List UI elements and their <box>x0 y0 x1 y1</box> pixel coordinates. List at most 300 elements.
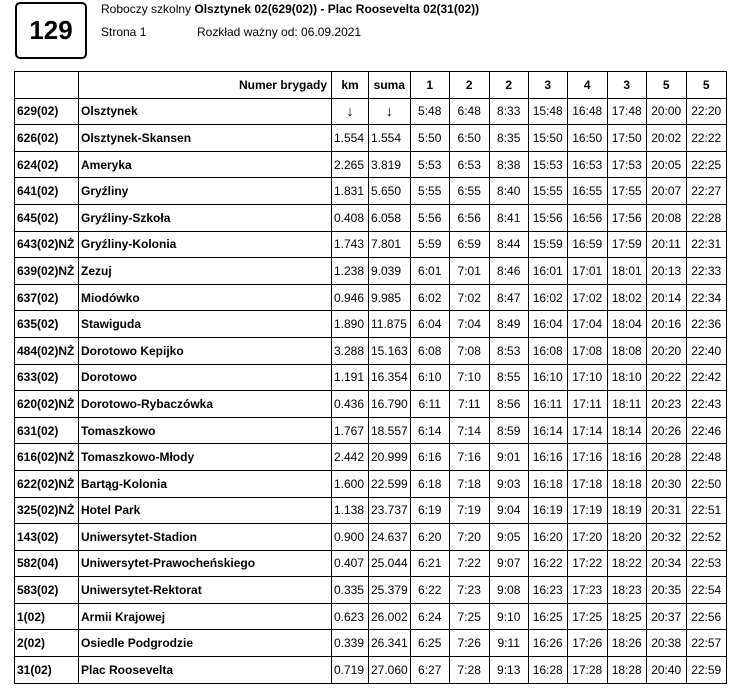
departure-time: 16:25 <box>528 603 567 630</box>
departure-time: 7:25 <box>449 603 489 630</box>
departure-time: 22:50 <box>686 470 726 497</box>
departure-time: 7:11 <box>449 391 489 418</box>
cumulative-km: 22.599 <box>369 470 411 497</box>
stop-name: Dorotowo Kepijko <box>79 337 332 364</box>
departure-time: 18:26 <box>607 630 646 657</box>
departure-time: 16:56 <box>567 204 607 231</box>
departure-time: 8:40 <box>489 178 528 205</box>
departure-time: 22:36 <box>686 311 726 338</box>
departure-time: 16:01 <box>528 258 567 285</box>
down-arrow-icon: ↓ <box>332 98 369 125</box>
departure-time: 16:55 <box>567 178 607 205</box>
segment-km: 3.288 <box>332 337 369 364</box>
departure-time: 20:16 <box>646 311 686 338</box>
departure-time: 5:59 <box>410 231 449 258</box>
segment-km: 0.335 <box>332 577 369 604</box>
stop-code: 2(02) <box>15 630 79 657</box>
route-number-box <box>15 2 87 59</box>
departure-time: 20:23 <box>646 391 686 418</box>
cumulative-km: 16.790 <box>369 391 411 418</box>
departure-time: 9:05 <box>489 524 528 551</box>
route-type: Roboczy szkolny <box>101 2 195 16</box>
departure-time: 18:25 <box>607 603 646 630</box>
departure-time: 17:26 <box>567 630 607 657</box>
departure-time: 16:26 <box>528 630 567 657</box>
stop-name: Dorotowo <box>79 364 332 391</box>
cumulative-km: 15.163 <box>369 337 411 364</box>
departure-time: 7:10 <box>449 364 489 391</box>
stop-name: Osiedle Podgrodzie <box>79 630 332 657</box>
stop-row <box>15 550 727 577</box>
stop-name: Stawiguda <box>79 311 332 338</box>
brigade-number: 1 <box>410 72 449 99</box>
stop-row <box>15 204 727 231</box>
stop-row <box>15 231 727 258</box>
stop-code: 645(02) <box>15 204 79 231</box>
departure-time: 8:56 <box>489 391 528 418</box>
departure-time: 17:22 <box>567 550 607 577</box>
departure-time: 20:26 <box>646 417 686 444</box>
stop-code: 629(02) <box>15 98 79 125</box>
departure-time: 18:16 <box>607 444 646 471</box>
departure-time: 16:08 <box>528 337 567 364</box>
departure-time: 16:28 <box>528 657 567 684</box>
cumulative-km: 11.875 <box>369 311 411 338</box>
segment-km: 2.442 <box>332 444 369 471</box>
stop-name: Ameryka <box>79 151 332 178</box>
departure-time: 8:35 <box>489 125 528 152</box>
header-empty-cell <box>15 72 79 99</box>
cumulative-km: 18.557 <box>369 417 411 444</box>
stop-row <box>15 125 727 152</box>
departure-time: 22:31 <box>686 231 726 258</box>
departure-time: 6:50 <box>449 125 489 152</box>
departure-time: 8:44 <box>489 231 528 258</box>
departure-time: 22:51 <box>686 497 726 524</box>
segment-km: 1.743 <box>332 231 369 258</box>
departure-time: 20:40 <box>646 657 686 684</box>
stop-name: Hotel Park <box>79 497 332 524</box>
departure-time: 22:27 <box>686 178 726 205</box>
stop-row <box>15 178 727 205</box>
departure-time: 18:04 <box>607 311 646 338</box>
stop-row <box>15 98 727 125</box>
departure-time: 16:59 <box>567 231 607 258</box>
departure-time: 17:25 <box>567 603 607 630</box>
route-title: Olsztynek 02(629(02)) - Plac Roosevelta 02(31(02)) <box>194 2 480 16</box>
segment-km: 0.719 <box>332 657 369 684</box>
departure-time: 17:08 <box>567 337 607 364</box>
departure-time: 17:14 <box>567 417 607 444</box>
brigade-header-label: Numer brygady <box>79 72 332 99</box>
cumulative-km: 26.002 <box>369 603 411 630</box>
departure-time: 20:30 <box>646 470 686 497</box>
segment-km: 0.623 <box>332 603 369 630</box>
departure-time: 20:14 <box>646 284 686 311</box>
departure-time: 7:20 <box>449 524 489 551</box>
departure-time: 16:02 <box>528 284 567 311</box>
departure-time: 16:19 <box>528 497 567 524</box>
valid-from: Rozkład ważny od: 06.09.2021 <box>197 25 362 39</box>
departure-time: 18:08 <box>607 337 646 364</box>
stop-row <box>15 364 727 391</box>
departure-time: 6:53 <box>449 151 489 178</box>
stop-name: Tomaszkowo-Młody <box>79 444 332 471</box>
departure-time: 18:02 <box>607 284 646 311</box>
km-header: km <box>332 72 369 99</box>
stop-row <box>15 258 727 285</box>
departure-time: 16:10 <box>528 364 567 391</box>
stop-code: 624(02) <box>15 151 79 178</box>
segment-km: 1.600 <box>332 470 369 497</box>
departure-time: 7:23 <box>449 577 489 604</box>
cumulative-km: 9.039 <box>369 258 411 285</box>
departure-time: 20:13 <box>646 258 686 285</box>
departure-time: 17:56 <box>607 204 646 231</box>
departure-time: 20:32 <box>646 524 686 551</box>
stop-name: Miodówko <box>79 284 332 311</box>
departure-time: 18:01 <box>607 258 646 285</box>
departure-time: 6:56 <box>449 204 489 231</box>
departure-time: 20:28 <box>646 444 686 471</box>
departure-time: 9:01 <box>489 444 528 471</box>
departure-time: 20:35 <box>646 577 686 604</box>
stop-row <box>15 524 727 551</box>
departure-time: 22:52 <box>686 524 726 551</box>
departure-time: 15:53 <box>528 151 567 178</box>
departure-time: 6:11 <box>410 391 449 418</box>
brigade-number: 3 <box>528 72 567 99</box>
departure-time: 9:11 <box>489 630 528 657</box>
departure-time: 18:18 <box>607 470 646 497</box>
departure-time: 17:48 <box>607 98 646 125</box>
stop-name: Gryźliny-Szkoła <box>79 204 332 231</box>
departure-time: 6:20 <box>410 524 449 551</box>
segment-km: 1.767 <box>332 417 369 444</box>
stop-name: Plac Roosevelta <box>79 657 332 684</box>
departure-time: 9:08 <box>489 577 528 604</box>
departure-time: 16:53 <box>567 151 607 178</box>
departure-time: 8:55 <box>489 364 528 391</box>
departure-time: 9:03 <box>489 470 528 497</box>
stop-name: Uniwersytet-Rektorat <box>79 577 332 604</box>
brigade-number: 2 <box>449 72 489 99</box>
departure-time: 22:20 <box>686 98 726 125</box>
cumulative-km: 25.379 <box>369 577 411 604</box>
departure-time: 17:23 <box>567 577 607 604</box>
stop-code: 637(02) <box>15 284 79 311</box>
departure-time: 17:59 <box>607 231 646 258</box>
stop-row <box>15 470 727 497</box>
departure-time: 16:22 <box>528 550 567 577</box>
departure-time: 17:18 <box>567 470 607 497</box>
stop-code: 635(02) <box>15 311 79 338</box>
departure-time: 20:34 <box>646 550 686 577</box>
departure-time: 18:14 <box>607 417 646 444</box>
departure-time: 8:41 <box>489 204 528 231</box>
cumulative-km: 26.341 <box>369 630 411 657</box>
segment-km: 1.238 <box>332 258 369 285</box>
departure-time: 15:50 <box>528 125 567 152</box>
stop-row <box>15 577 727 604</box>
segment-km: 2.265 <box>332 151 369 178</box>
departure-time: 16:48 <box>567 98 607 125</box>
stop-code: 622(02)NŻ <box>15 470 79 497</box>
departure-time: 9:10 <box>489 603 528 630</box>
cumulative-km: 6.058 <box>369 204 411 231</box>
stop-row <box>15 603 727 630</box>
departure-time: 6:16 <box>410 444 449 471</box>
departure-time: 6:04 <box>410 311 449 338</box>
segment-km: 0.339 <box>332 630 369 657</box>
departure-time: 16:18 <box>528 470 567 497</box>
stop-code: 1(02) <box>15 603 79 630</box>
departure-time: 7:04 <box>449 311 489 338</box>
stop-name: Gryźliny-Kolonia <box>79 231 332 258</box>
departure-time: 22:46 <box>686 417 726 444</box>
departure-time: 6:27 <box>410 657 449 684</box>
cumulative-km: 20.999 <box>369 444 411 471</box>
departure-time: 17:01 <box>567 258 607 285</box>
brigade-number: 3 <box>607 72 646 99</box>
departure-time: 6:10 <box>410 364 449 391</box>
timetable <box>14 71 727 684</box>
stop-code: 639(02)NŻ <box>15 258 79 285</box>
segment-km: 1.191 <box>332 364 369 391</box>
departure-time: 6:24 <box>410 603 449 630</box>
stop-row <box>15 391 727 418</box>
departure-time: 8:59 <box>489 417 528 444</box>
departure-time: 20:05 <box>646 151 686 178</box>
departure-time: 20:38 <box>646 630 686 657</box>
page-label: Strona 1 <box>101 25 147 39</box>
stop-row <box>15 151 727 178</box>
segment-km: 0.900 <box>332 524 369 551</box>
departure-time: 8:53 <box>489 337 528 364</box>
departure-time: 22:22 <box>686 125 726 152</box>
departure-time: 16:20 <box>528 524 567 551</box>
departure-time: 8:38 <box>489 151 528 178</box>
departure-time: 7:22 <box>449 550 489 577</box>
departure-time: 17:55 <box>607 178 646 205</box>
segment-km: 1.890 <box>332 311 369 338</box>
cumulative-km: 3.819 <box>369 151 411 178</box>
departure-time: 18:20 <box>607 524 646 551</box>
departure-time: 18:28 <box>607 657 646 684</box>
departure-time: 6:14 <box>410 417 449 444</box>
departure-time: 15:56 <box>528 204 567 231</box>
stop-code: 325(02)NŻ <box>15 497 79 524</box>
departure-time: 8:47 <box>489 284 528 311</box>
departure-time: 6:02 <box>410 284 449 311</box>
segment-km: 1.554 <box>332 125 369 152</box>
departure-time: 17:20 <box>567 524 607 551</box>
departure-time: 7:14 <box>449 417 489 444</box>
stop-row <box>15 311 727 338</box>
segment-km: 0.407 <box>332 550 369 577</box>
departure-time: 16:04 <box>528 311 567 338</box>
departure-time: 9:04 <box>489 497 528 524</box>
stop-row <box>15 417 727 444</box>
departure-time: 20:31 <box>646 497 686 524</box>
departure-time: 22:57 <box>686 630 726 657</box>
stop-code: 620(02)NŻ <box>15 391 79 418</box>
departure-time: 20:11 <box>646 231 686 258</box>
departure-time: 6:25 <box>410 630 449 657</box>
brigade-number: 2 <box>489 72 528 99</box>
stop-code: 643(02)NŻ <box>15 231 79 258</box>
departure-time: 17:10 <box>567 364 607 391</box>
departure-time: 22:42 <box>686 364 726 391</box>
brigade-number: 5 <box>686 72 726 99</box>
cumulative-km: 5.650 <box>369 178 411 205</box>
departure-time: 22:28 <box>686 204 726 231</box>
departure-time: 22:40 <box>686 337 726 364</box>
departure-time: 18:11 <box>607 391 646 418</box>
down-arrow-icon: ↓ <box>369 98 411 125</box>
departure-time: 17:11 <box>567 391 607 418</box>
departure-time: 7:26 <box>449 630 489 657</box>
departure-time: 6:21 <box>410 550 449 577</box>
departure-time: 5:56 <box>410 204 449 231</box>
stop-code: 583(02) <box>15 577 79 604</box>
brigade-number: 5 <box>646 72 686 99</box>
departure-time: 18:23 <box>607 577 646 604</box>
departure-time: 6:01 <box>410 258 449 285</box>
departure-time: 6:55 <box>449 178 489 205</box>
route-number: 129 <box>29 15 73 45</box>
departure-time: 6:59 <box>449 231 489 258</box>
cumulative-km: 7.801 <box>369 231 411 258</box>
segment-km: 0.946 <box>332 284 369 311</box>
stop-row <box>15 657 727 684</box>
stop-row <box>15 497 727 524</box>
departure-time: 15:55 <box>528 178 567 205</box>
departure-time: 6:08 <box>410 337 449 364</box>
stop-name: Armii Krajowej <box>79 603 332 630</box>
departure-time: 7:08 <box>449 337 489 364</box>
departure-time: 20:08 <box>646 204 686 231</box>
departure-time: 17:50 <box>607 125 646 152</box>
departure-time: 17:28 <box>567 657 607 684</box>
departure-time: 17:02 <box>567 284 607 311</box>
departure-time: 17:53 <box>607 151 646 178</box>
stop-code: 633(02) <box>15 364 79 391</box>
departure-time: 22:56 <box>686 603 726 630</box>
departure-time: 7:19 <box>449 497 489 524</box>
stop-code: 484(02)NŻ <box>15 337 79 364</box>
stop-name: Bartąg-Kolonia <box>79 470 332 497</box>
departure-time: 18:19 <box>607 497 646 524</box>
departure-time: 17:16 <box>567 444 607 471</box>
departure-time: 22:53 <box>686 550 726 577</box>
departure-time: 6:48 <box>449 98 489 125</box>
stop-code: 631(02) <box>15 417 79 444</box>
stop-code: 616(02)NŻ <box>15 444 79 471</box>
segment-km: 0.436 <box>332 391 369 418</box>
stop-name: Olsztynek <box>79 98 332 125</box>
stop-code: 582(04) <box>15 550 79 577</box>
departure-time: 22:34 <box>686 284 726 311</box>
departure-time: 18:10 <box>607 364 646 391</box>
segment-km: 0.408 <box>332 204 369 231</box>
sum-header: suma <box>369 72 411 99</box>
departure-time: 22:25 <box>686 151 726 178</box>
departure-time: 16:14 <box>528 417 567 444</box>
departure-time: 7:18 <box>449 470 489 497</box>
cumulative-km: 23.737 <box>369 497 411 524</box>
departure-time: 20:07 <box>646 178 686 205</box>
segment-km: 1.138 <box>332 497 369 524</box>
departure-time: 20:20 <box>646 337 686 364</box>
departure-time: 15:48 <box>528 98 567 125</box>
stop-row <box>15 444 727 471</box>
departure-time: 9:07 <box>489 550 528 577</box>
cumulative-km: 9.985 <box>369 284 411 311</box>
departure-time: 8:46 <box>489 258 528 285</box>
departure-time: 16:16 <box>528 444 567 471</box>
stop-name: Gryźliny <box>79 178 332 205</box>
cumulative-km: 1.554 <box>369 125 411 152</box>
departure-time: 5:55 <box>410 178 449 205</box>
cumulative-km: 16.354 <box>369 364 411 391</box>
departure-time: 17:04 <box>567 311 607 338</box>
cumulative-km: 25.044 <box>369 550 411 577</box>
departure-time: 22:48 <box>686 444 726 471</box>
stop-name: Zezuj <box>79 258 332 285</box>
departure-time: 15:59 <box>528 231 567 258</box>
departure-time: 22:54 <box>686 577 726 604</box>
stop-row <box>15 337 727 364</box>
departure-time: 16:23 <box>528 577 567 604</box>
departure-time: 8:33 <box>489 98 528 125</box>
departure-time: 7:01 <box>449 258 489 285</box>
departure-time: 22:43 <box>686 391 726 418</box>
departure-time: 16:50 <box>567 125 607 152</box>
stop-code: 641(02) <box>15 178 79 205</box>
departure-time: 17:19 <box>567 497 607 524</box>
stop-name: Uniwersytet-Stadion <box>79 524 332 551</box>
stop-row <box>15 284 727 311</box>
departure-time: 5:50 <box>410 125 449 152</box>
departure-time: 7:02 <box>449 284 489 311</box>
stop-code: 626(02) <box>15 125 79 152</box>
cumulative-km: 24.637 <box>369 524 411 551</box>
route-title-line <box>101 2 479 16</box>
stop-name: Tomaszkowo <box>79 417 332 444</box>
departure-time: 18:22 <box>607 550 646 577</box>
brigade-number: 4 <box>567 72 607 99</box>
departure-time: 20:02 <box>646 125 686 152</box>
departure-time: 6:22 <box>410 577 449 604</box>
departure-time: 22:33 <box>686 258 726 285</box>
departure-time: 7:16 <box>449 444 489 471</box>
stop-code: 31(02) <box>15 657 79 684</box>
departure-time: 20:00 <box>646 98 686 125</box>
stop-code: 143(02) <box>15 524 79 551</box>
departure-time: 9:13 <box>489 657 528 684</box>
header-row <box>15 72 727 99</box>
cumulative-km: 27.060 <box>369 657 411 684</box>
departure-time: 16:11 <box>528 391 567 418</box>
departure-time: 6:19 <box>410 497 449 524</box>
departure-time: 5:48 <box>410 98 449 125</box>
departure-time: 6:18 <box>410 470 449 497</box>
stop-name: Olsztynek-Skansen <box>79 125 332 152</box>
departure-time: 8:49 <box>489 311 528 338</box>
departure-time: 5:53 <box>410 151 449 178</box>
segment-km: 1.831 <box>332 178 369 205</box>
